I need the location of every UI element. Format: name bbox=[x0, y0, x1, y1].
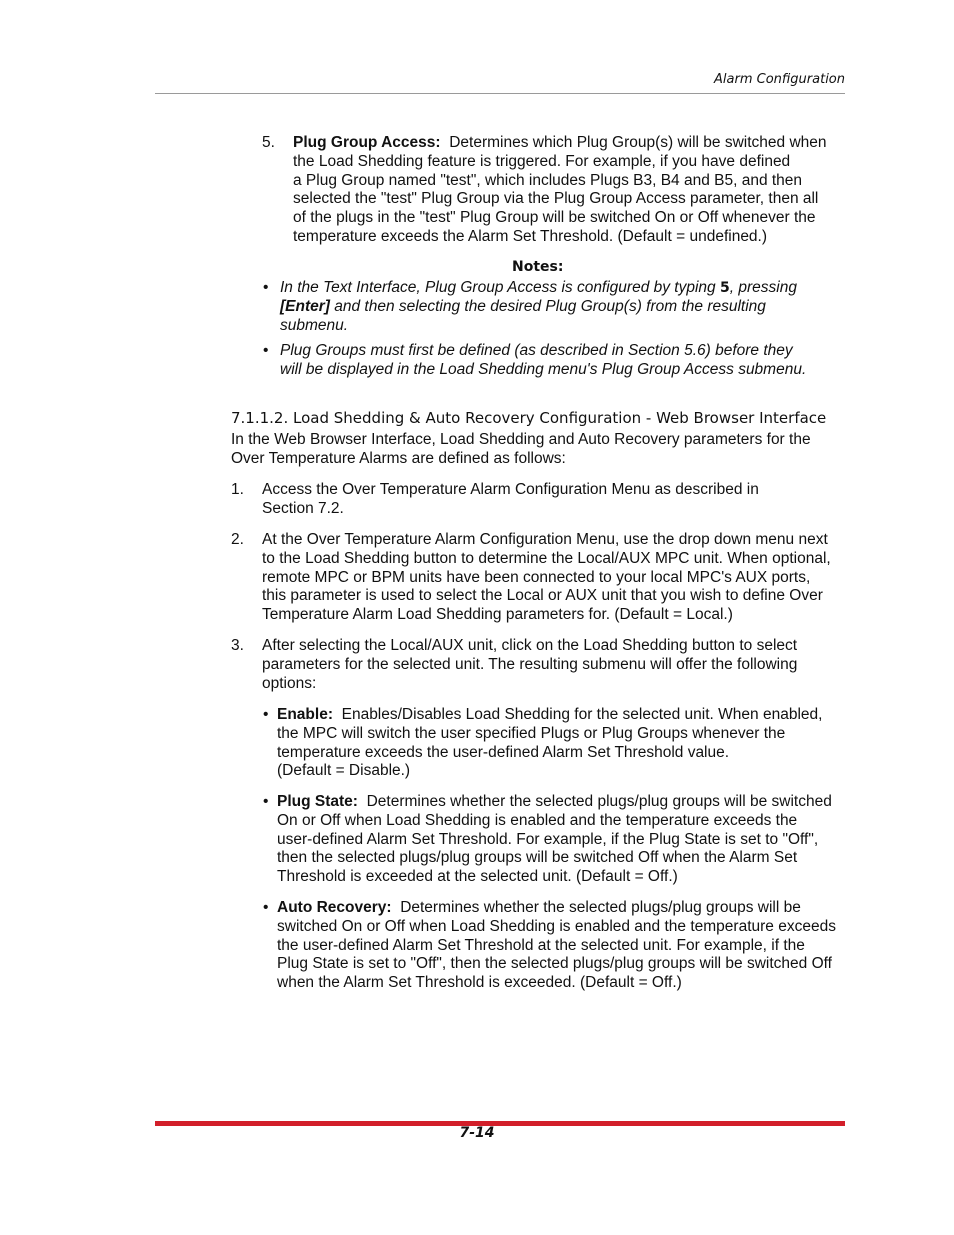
text-line: Determines whether the selected plugs/plug groups will be bbox=[400, 899, 801, 916]
text-line: remote MPC or BPM units have been connected to your local MPC's AUX ports, bbox=[262, 568, 811, 586]
text-line: Enables/Disables Load Shedding for the selected unit. When enabled, bbox=[341, 706, 823, 723]
text-line: Plug Groups must first be defined (as described in Section 5.6) before they bbox=[280, 342, 793, 359]
bullet-icon: • bbox=[263, 793, 269, 810]
note-text-interface bbox=[280, 279, 797, 335]
enter-key-label: [Enter] bbox=[280, 297, 330, 315]
section-intro bbox=[231, 431, 811, 469]
text-line: Threshold is exceeded at the selected unit. (Default = Off.) bbox=[277, 868, 678, 886]
step-2 bbox=[262, 531, 831, 625]
item-label: Plug Group Access: bbox=[293, 134, 441, 151]
text-line: selected the "test" Plug Group via the Plug Group Access parameter, then all bbox=[293, 190, 819, 208]
text-line: In the Text Interface, Plug Group Access is configured by typing bbox=[280, 279, 720, 296]
text-line: the MPC will switch the user specified Plugs or Plug Groups whenever the bbox=[277, 724, 786, 742]
bullet-icon: • bbox=[263, 279, 269, 296]
text-line: temperature exceeds the user-defined Alarm Set Threshold value. bbox=[277, 743, 730, 761]
option-label: Plug State: bbox=[277, 793, 358, 810]
text-line: Over Temperature Alarms are defined as follows: bbox=[231, 449, 566, 467]
step-number: 2. bbox=[231, 531, 244, 548]
text-line: will be displayed in the Load Shedding menu's Plug Group Access submenu. bbox=[280, 360, 807, 378]
note-plug-groups bbox=[280, 342, 806, 380]
step-number: 3. bbox=[231, 637, 244, 654]
step-3 bbox=[262, 637, 797, 693]
text-line: a Plug Group named "test", which includes Plugs B3, B4 and B5, and then bbox=[293, 171, 803, 189]
notes-title: Notes: bbox=[512, 259, 564, 275]
text-line: temperature exceeds the Alarm Set Threshold. (Default = undefined.) bbox=[293, 227, 768, 245]
text-line: After selecting the Local/AUX unit, click on the Load Shedding button to select bbox=[262, 637, 798, 654]
page-number: 7-14 bbox=[459, 1125, 495, 1141]
bullet-icon: • bbox=[263, 706, 269, 723]
option-auto-recovery bbox=[277, 899, 836, 993]
option-enable bbox=[277, 706, 822, 781]
text-line: Temperature Alarm Load Shedding parameters for. (Default = Local.) bbox=[262, 606, 733, 624]
text-line: and then selecting the desired Plug Group(s) from the resulting bbox=[329, 297, 766, 315]
text-line: Section 7.2. bbox=[262, 499, 344, 517]
bullet-icon: • bbox=[263, 342, 269, 359]
text-line: At the Over Temperature Alarm Configuration Menu, use the drop down menu next bbox=[262, 531, 828, 548]
text-line: options: bbox=[262, 674, 317, 692]
option-label: Auto Recovery: bbox=[277, 899, 392, 916]
text-line: this parameter is used to select the Local or AUX unit that you wish to define Over bbox=[262, 587, 823, 605]
text-line: the user-defined Alarm Set Threshold at the selected unit. For example, if the bbox=[277, 936, 805, 954]
text-line: Determines which Plug Group(s) will be switched when bbox=[449, 134, 827, 151]
text-line: switched On or Off when Load Shedding is enabled and the temperature exceeds bbox=[277, 917, 836, 935]
step-number: 1. bbox=[231, 481, 244, 498]
key-glyph: 5 bbox=[719, 280, 730, 296]
text-line: the Load Shedding feature is triggered. For example, if you have defined bbox=[293, 152, 791, 170]
text-line: user-defined Alarm Set Threshold. For example, if the Plug State is set to "Off", bbox=[277, 830, 819, 848]
header-divider bbox=[155, 93, 845, 94]
text-line: On or Off when Load Shedding is enabled and the temperature exceeds the bbox=[277, 811, 798, 829]
text-line: of the plugs in the "test" Plug Group will be switched On or Off whenever the bbox=[293, 209, 816, 227]
text-line: to the Load Shedding button to determine the Local/AUX MPC unit. When optional, bbox=[262, 549, 831, 567]
text-line: Access the Over Temperature Alarm Configuration Menu as described in bbox=[262, 481, 759, 498]
step-1 bbox=[262, 481, 759, 519]
item-number: 5. bbox=[262, 134, 275, 151]
running-header: Alarm Configuration bbox=[714, 72, 845, 87]
option-label: Enable: bbox=[277, 706, 333, 723]
bullet-icon: • bbox=[263, 899, 269, 916]
plug-group-access-item bbox=[293, 134, 827, 247]
text-line: In the Web Browser Interface, Load Shedding and Auto Recovery parameters for the bbox=[231, 431, 811, 448]
text-line: submenu. bbox=[280, 316, 349, 334]
text-line: parameters for the selected unit. The resulting submenu will offer the following bbox=[262, 655, 798, 673]
section-heading: 7.1.1.2. Load Shedding & Auto Recovery Configuration - Web Browser Interface bbox=[231, 409, 827, 427]
text-line: Plug State is set to "Off", then the selected plugs/plug groups will be switched Off bbox=[277, 955, 832, 973]
text-line: Determines whether the selected plugs/plug groups will be switched bbox=[366, 793, 832, 810]
option-plug-state bbox=[277, 793, 832, 887]
text-line: when the Alarm Set Threshold is exceeded. (Default = Off.) bbox=[277, 974, 682, 992]
text-line: , pressing bbox=[729, 279, 797, 296]
text-line: then the selected plugs/plug groups will be switched Off when the Alarm Set bbox=[277, 849, 798, 867]
text-line: (Default = Disable.) bbox=[277, 762, 411, 780]
